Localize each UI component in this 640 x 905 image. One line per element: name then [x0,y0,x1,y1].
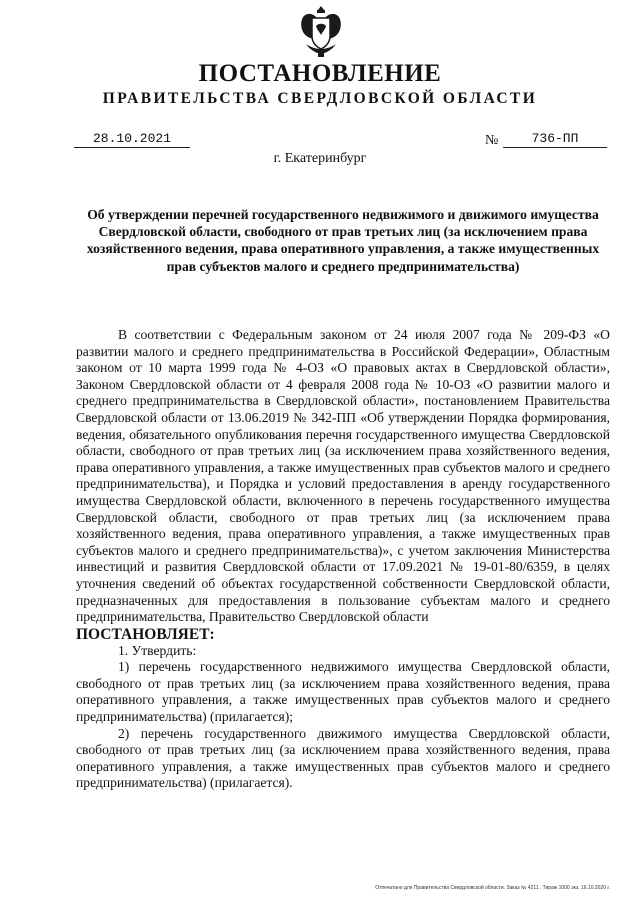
coat-of-arms-icon [298,4,344,58]
document-number: 736-ПП [503,131,607,148]
list-item: 1) перечень государственного недвижимого имущества Свердловской области, свободного от прав третьих лиц (за исключением права хозяйственного ведения, права оперативного управления, а также имущественных прав субъектов малого и среднего предпринимательства) (прилагается); [76,659,610,725]
decree-word: ПОСТАНОВЛЯЕТ: [76,625,215,643]
document-body [76,327,610,792]
number-sign: № [485,133,499,148]
list-item: 2) перечень государственного движимого имущества Свердловской области, свободного от прав третьих лиц (за исключением права хозяйственного ведения, права оперативного управления, а также имущественных прав субъектов малого и среднего предпринимательства) (прилагается). [76,725,610,791]
list-item: 1. Утвердить: [118,642,197,658]
issuing-authority: ПРАВИТЕЛЬСТВА СВЕРДЛОВСКОЙ ОБЛАСТИ [102,90,538,107]
print-footer: Отпечатано для Правительства Свердловской области. Заказ № 4211 . Тираж 1000 экз. 16.10.2020 г. [375,885,610,891]
preamble-paragraph: В соответствии с Федеральным законом от 24 июля 2007 года № 209-ФЗ «О развитии малого и среднего предпринимательства в Российской Федерации», Областным законом от 10 марта 1999 года № 4-ОЗ «О правовых актах в Свердловской области», Законом Свердловской области от 4 февраля 2008 года № 10-ОЗ «О развитии малого и среднего предпринимательства в Свердловской области», постановлением Правительства Свердловской области от 13.06.2019 № 342-ПП «Об утверждении Порядка формирования, ведения, обязательного опубликования перечня государственного имущества Свердловской области, свободного от прав третьих лиц (за исключением права хозяйственного ведения, права оперативного управления, а также имущественных прав субъектов малого и среднего предпринимательства), и Порядка и условий предоставления в аренду государственного имущества Свердловской области, включенного в перечень государственного имущества Свердловской области, свободного от прав третьих лиц (за исключением права хозяйственного ведения, права оперативного управления, а также имущественных прав субъектов малого и среднего предпринимательства)», с учетом заключения Министерства инвестиций и развития Свердловской области от 17.09.2021 № 19-01-80/6359, в целях уточнения сведений об объектах государственной собственности Свердловской области, предназначенных для предоставления в пользование субъектам малого и среднего предпринимательства, Правительство Свердловской области [76,327,610,625]
document-title: Об утверждении перечней государственного недвижимого и движимого имущества Свердловской области, свободного от прав третьих лиц (за исключением права хозяйственного ведения, права оперативного управления, а также имущественных прав субъектов малого и среднего предпринимательства) [86,207,600,274]
document-date: 28.10.2021 [74,131,190,148]
document-type-title: ПОСТАНОВЛЕНИЕ [198,60,442,87]
city: г. Екатеринбург [273,151,367,166]
